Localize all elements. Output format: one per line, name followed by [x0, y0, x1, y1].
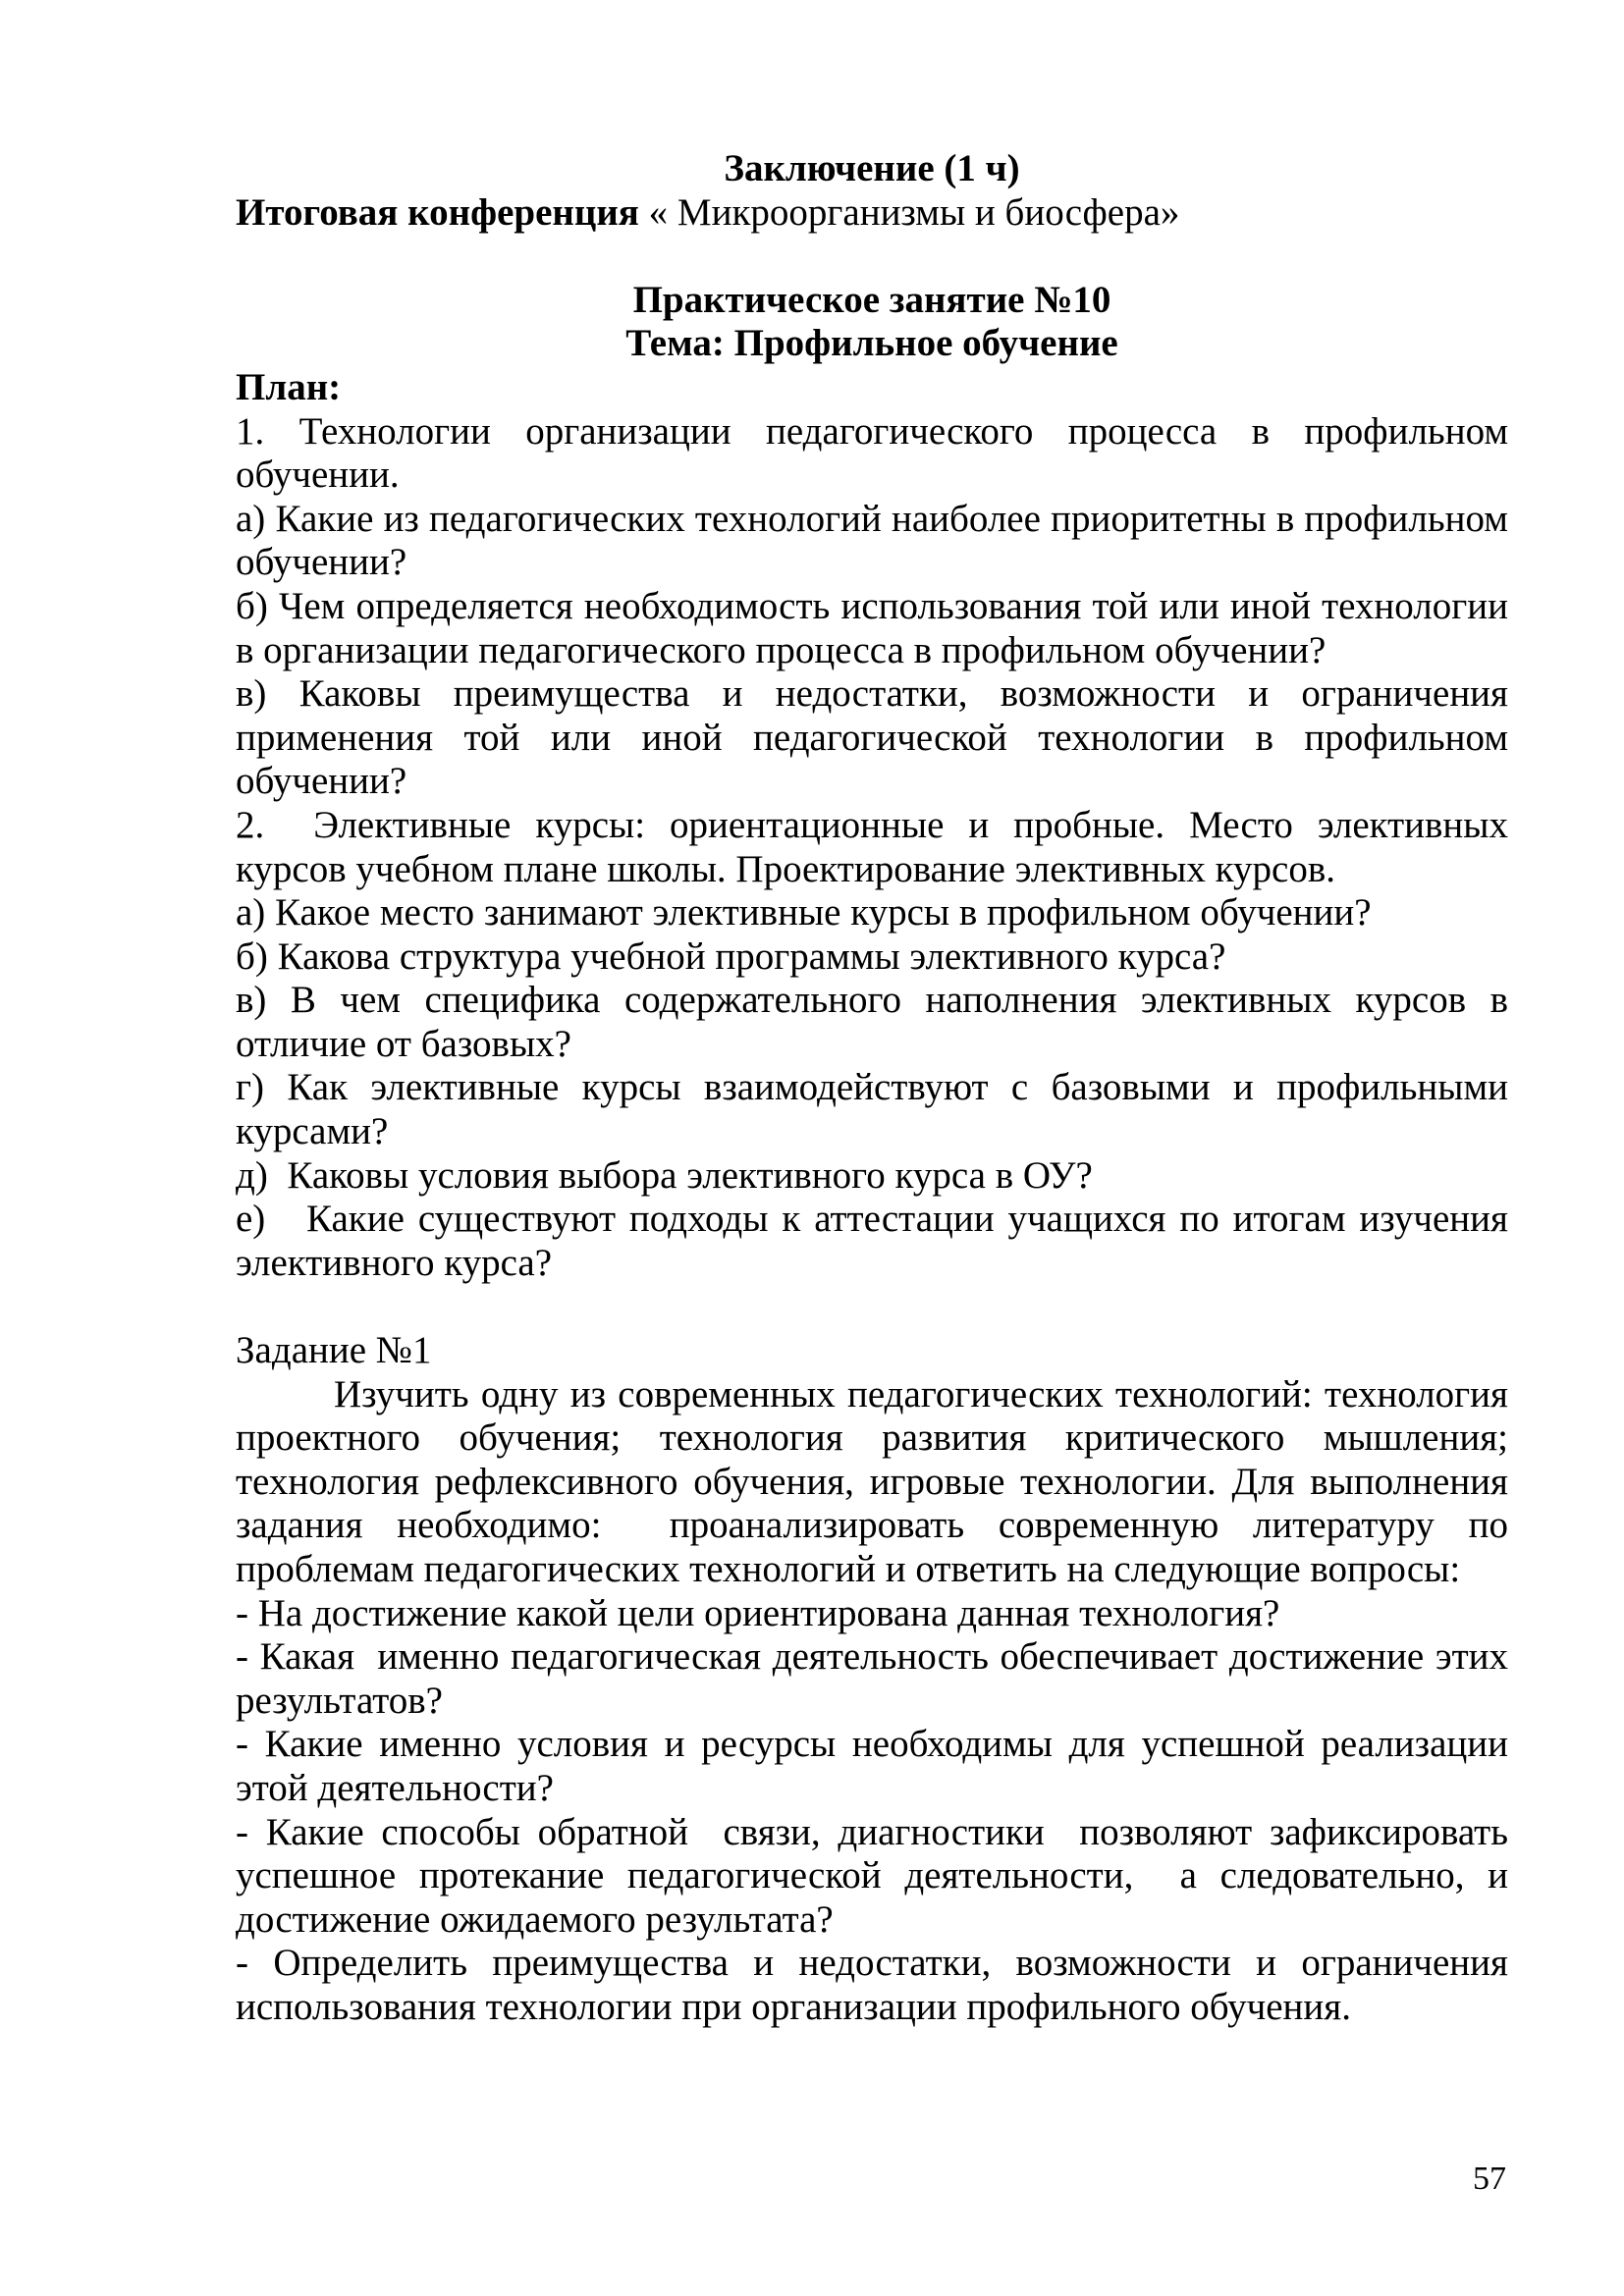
conference-line [236, 191, 1508, 236]
plan-item: б) Чем определяется необходимость использования той или иной технологии в организации педагогического процесса в профильном обучении? [236, 584, 1508, 671]
task-question: - Какая именно педагогическая деятельность обеспечивает достижение этих результатов? [236, 1635, 1508, 1722]
page-content [236, 147, 1508, 2030]
page-number: 57 [1473, 2161, 1506, 2197]
plan-item: в) В чем специфика содержательного наполнения элективных курсов в отличие от базовых? [236, 979, 1508, 1065]
task-question: - Какие способы обратной связи, диагностики позволяют зафиксировать успешное протекание педагогической деятельности, а следовательно, и достижение ожидаемого результата? [236, 1810, 1508, 1941]
plan-item: б) Какова структура учебной программы элективного курса? [236, 934, 1226, 978]
task-intro: Изучить одну из современных педагогических технологий: технология проектного обучения; технология развития критического мышления; технология рефлексивного обучения, игровые технологии. Для выполнения задания необходимо: проанализировать современную литературу по проблемам педагогических технологий и ответить на следующие вопросы: [236, 1372, 1508, 1590]
plan-item: а) Какое место занимают элективные курсы в профильном обучении? [236, 891, 1372, 934]
plan-item: г) Как элективные курсы взаимодействуют с базовыми и профильными курсами? [236, 1066, 1508, 1153]
plan-item: е) Какие существуют подходы к аттестации учащихся по итогам изучения элективного курса? [236, 1198, 1508, 1284]
plan-item: д) Каковы условия выбора элективного курса в ОУ? [236, 1153, 1093, 1197]
conference-title-rest: « Микроорганизмы и биосфера» [638, 190, 1180, 234]
task-question: - На достижение какой цели ориентирована данная технология? [236, 1591, 1280, 1634]
plan-item: 2. Элективные курсы: ориентационные и пробные. Место элективных курсов учебном плане школы. Проектирование элективных курсов. [236, 803, 1508, 890]
lesson-topic: Тема: Профильное обучение [625, 322, 1118, 365]
plan-heading: План: [236, 365, 342, 408]
plan-item: 1. Технологии организации педагогического процесса в профильном обучении. [236, 409, 1508, 497]
section-title: Заключение (1 ч) [724, 147, 1020, 189]
task-question: - Определить преимущества и недостатки, возможности и ограничения использования технологии при организации профильного обучения. [236, 1942, 1508, 2028]
lesson-title: Практическое занятие №10 [632, 278, 1111, 321]
plan-item: а) Какие из педагогических технологий наиболее приоритетны в профильном обучении? [236, 497, 1508, 584]
conference-title-bold: Итоговая конференция [236, 190, 639, 234]
plan-item: в) Каковы преимущества и недостатки, возможности и ограничения применения той или иной педагогической технологии в профильном обучении? [236, 672, 1508, 803]
task-question: - Какие именно условия и ресурсы необходимы для успешной реализации этой деятельности? [236, 1723, 1508, 1809]
task-heading: Задание №1 [236, 1329, 432, 1372]
